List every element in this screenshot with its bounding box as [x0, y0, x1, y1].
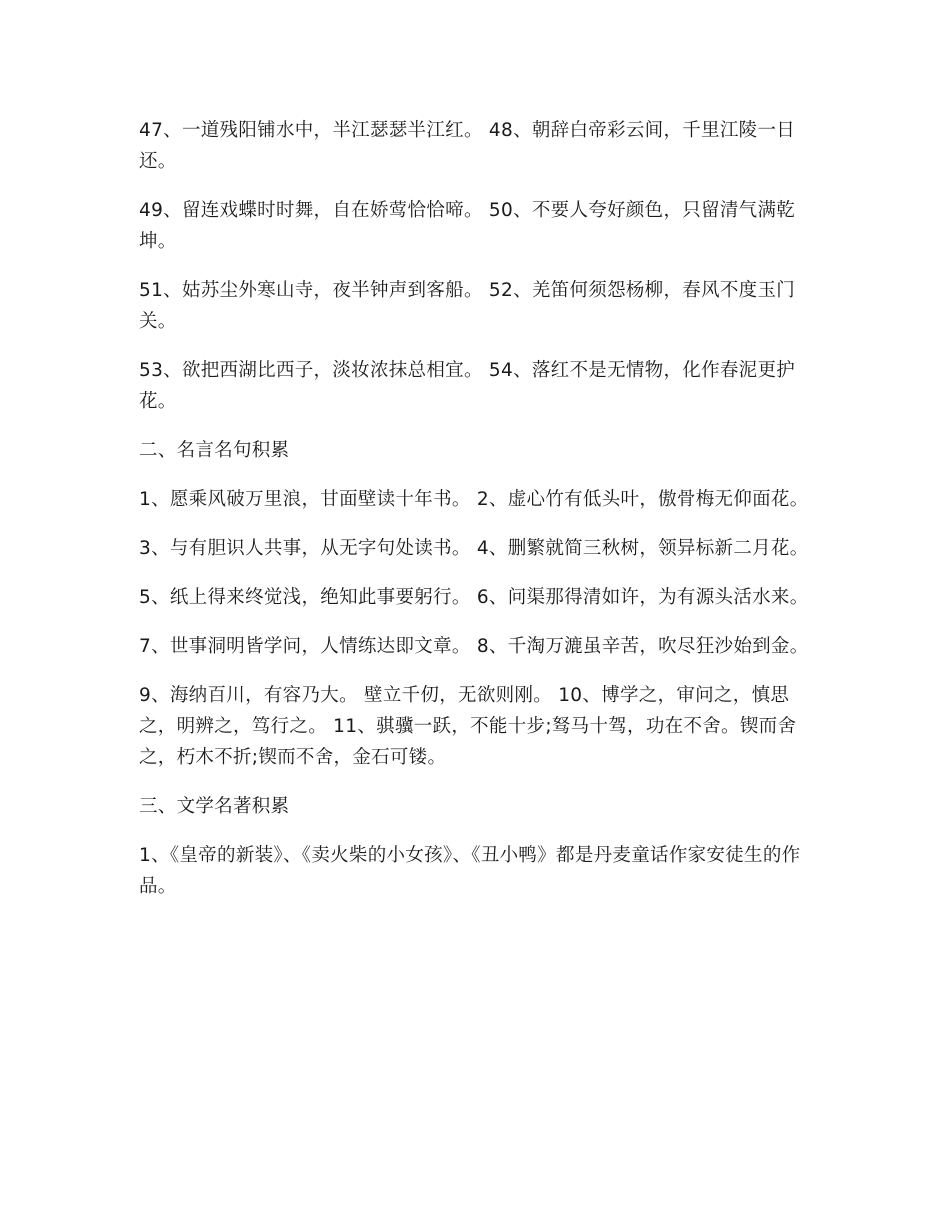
quote-lines-5-6: 5、纸上得来终觉浅，绝知此事要躬行。 6、问渠那得清如许，为有源头活水来。	[139, 587, 809, 608]
quote-lines-7-8: 7、世事洞明皆学问，人情练达即文章。 8、千淘万漉虽辛苦，吹尽狂沙始到金。	[139, 636, 809, 657]
poem-lines-47-48: 47、一道残阳铺水中，半江瑟瑟半江红。 48、朝辞白帝彩云间，千里江陵一日还。	[139, 120, 796, 172]
poem-lines-49-50: 49、留连戏蝶时时舞，自在娇莺恰恰啼。 50、不要人夸好颜色，只留清气满乾坤。	[139, 200, 796, 252]
quote-lines-1-2: 1、愿乘风破万里浪，甘面壁读十年书。 2、虚心竹有低头叶，傲骨梅无仰面花。	[139, 489, 809, 510]
section-heading-quotes: 二、名言名句积累	[139, 440, 290, 461]
document-body	[139, 115, 819, 920]
quote-lines-3-4: 3、与有胆识人共事，从无字句处读书。 4、删繁就简三秋树，领异标新二月花。	[139, 538, 809, 559]
quote-lines-9-11: 9、海纳百川，有容乃大。 壁立千仞，无欲则刚。 10、博学之，审问之，慎思之，明辨之，笃行之。 11、骐骥一跃，不能十步;驽马十驾，功在不舍。锲而舍之，朽木不折;锲而不舍，金石可镂。	[139, 685, 797, 768]
poem-lines-51-52: 51、姑苏尘外寒山寺，夜半钟声到客船。 52、羌笛何须怨杨柳，春风不度玉门关。	[139, 280, 796, 332]
section-heading-literature: 三、文学名著积累	[139, 796, 290, 817]
poem-lines-53-54: 53、欲把西湖比西子，淡妆浓抹总相宜。 54、落红不是无情物，化作春泥更护花。	[139, 360, 796, 412]
literature-item-1: 1、《皇帝的新装》、《卖火柴的小女孩》、《丑小鸭》都是丹麦童话作家安徒生的作品。	[139, 845, 801, 897]
